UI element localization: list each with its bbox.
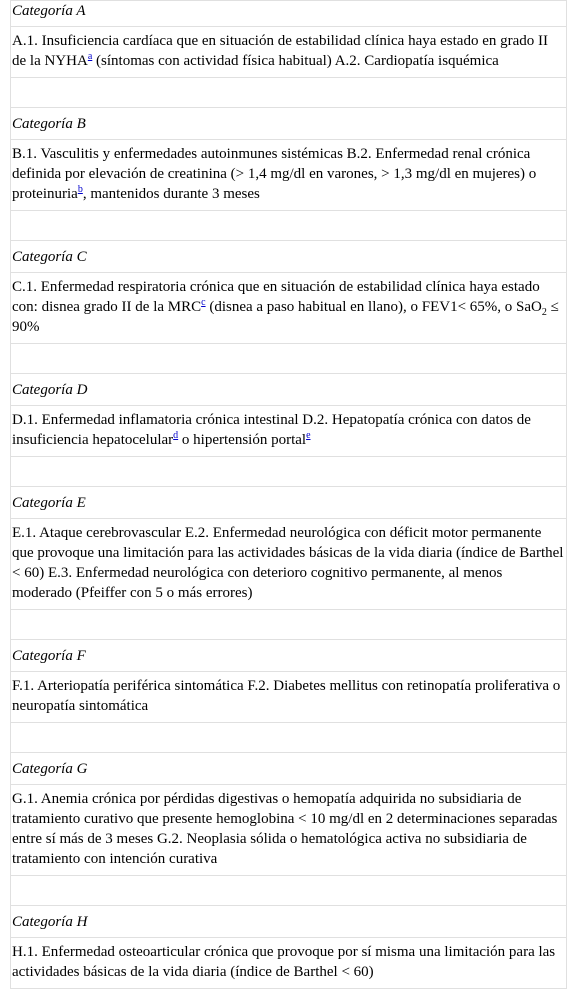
description-text: A.1. Insuficiencia cardíaca que en situación de estabilidad clínica haya estado en grado II de la NYHA [12,33,549,69]
description-text: B.1. Vasculitis y enfermedades autoinmunes sistémicas B.2. Enfermedad renal crónica definida por elevación de creatinina (> 1,4 mg/dl en varones, > 1,3 mg/dl en mujeres) o proteinuria [12,146,537,202]
category-description-row [11,672,567,723]
category-header-row [11,487,567,519]
footnote-link[interactable]: e [306,430,311,441]
category-description [11,406,567,457]
footnote-link[interactable]: d [173,430,179,441]
spacer-row [11,78,567,108]
description-text: , mantenidos durante 3 meses [82,186,260,202]
category-title: Categoría D [11,374,567,406]
spacer-cell [11,457,567,487]
description-text: (disnea a paso habitual en llano), o FEV1< 65%, o SaO [205,299,542,315]
spacer-row [11,211,567,241]
spacer-row [11,723,567,753]
category-description [11,140,567,211]
category-description-row [11,785,567,876]
category-description [11,785,567,876]
category-description-row [11,938,567,989]
description-text: D.1. Enfermedad inflamatoria crónica intestinal D.2. Hepatopatía crónica con datos de insuficiencia hepatocelular [12,412,531,448]
category-header-row [11,374,567,406]
spacer-row [11,457,567,487]
category-title: Categoría F [11,640,567,672]
category-title: Categoría B [11,108,567,140]
description-text: F.1. Arteriopatía periférica sintomática F.2. Diabetes mellitus con retinopatía proliferativa o neuropatía sintomática [12,678,561,714]
footnote-link[interactable]: b [77,184,83,195]
category-description [11,938,567,989]
description-text: (síntomas con actividad física habitual) A.2. Cardiopatía isquémica [92,53,499,69]
criteria-table-body [11,1,567,989]
category-title: Categoría A [11,1,567,27]
category-description-row [11,519,567,610]
description-text: o hipertensión portal [178,432,307,448]
footnote-link[interactable]: c [201,297,206,308]
category-description-row [11,406,567,457]
category-header-row [11,906,567,938]
spacer-cell [11,211,567,241]
description-text: ≤ 90% [12,299,559,335]
category-title: Categoría H [11,906,567,938]
category-description-row [11,273,567,344]
description-text: H.1. Enfermedad osteoarticular crónica que provoque por sí misma una limitación para las actividades básicas de la vida diaria (índice de Barthel < 60) [12,944,556,980]
spacer-cell [11,610,567,640]
category-header-row [11,1,567,27]
description-text: E.1. Ataque cerebrovascular E.2. Enfermedad neurológica con déficit motor permanente que provoque una limitación para las actividades básicas de la vida diaria (índice de Barthel < 60) E.3. Enfermedad neurológica con deterioro cognitivo permanente, al menos moderado (Pfeiffer con 5 o más errores) [12,525,564,601]
category-title: Categoría E [11,487,567,519]
category-title: Categoría C [11,241,567,273]
spacer-cell [11,78,567,108]
description-text: G.1. Anemia crónica por pérdidas digestivas o hemopatía adquirida no subsidiaria de tratamiento curativo que presente hemoglobina < 10 mg/dl en 2 determinaciones separadas entre sí más de 3 meses G.2. Neoplasia sólida o hematológica activa no subsidiaria de tratamiento con intención curativa [12,791,558,867]
spacer-cell [11,344,567,374]
subscript-text: 2 [541,307,547,318]
spacer-cell [11,723,567,753]
category-description [11,672,567,723]
category-description [11,273,567,344]
category-description [11,519,567,610]
category-title: Categoría G [11,753,567,785]
criteria-table [10,0,567,989]
spacer-row [11,610,567,640]
spacer-row [11,344,567,374]
description-text: C.1. Enfermedad respiratoria crónica que en situación de estabilidad clínica haya estado con: disnea grado II de la MRC [12,279,540,315]
category-header-row [11,241,567,273]
category-description-row [11,140,567,211]
category-header-row [11,640,567,672]
category-description-row [11,27,567,78]
footnote-link[interactable]: a [87,51,93,62]
category-description [11,27,567,78]
category-header-row [11,108,567,140]
criteria-table-wrapper [10,0,567,989]
category-header-row [11,753,567,785]
spacer-cell [11,876,567,906]
spacer-row [11,876,567,906]
